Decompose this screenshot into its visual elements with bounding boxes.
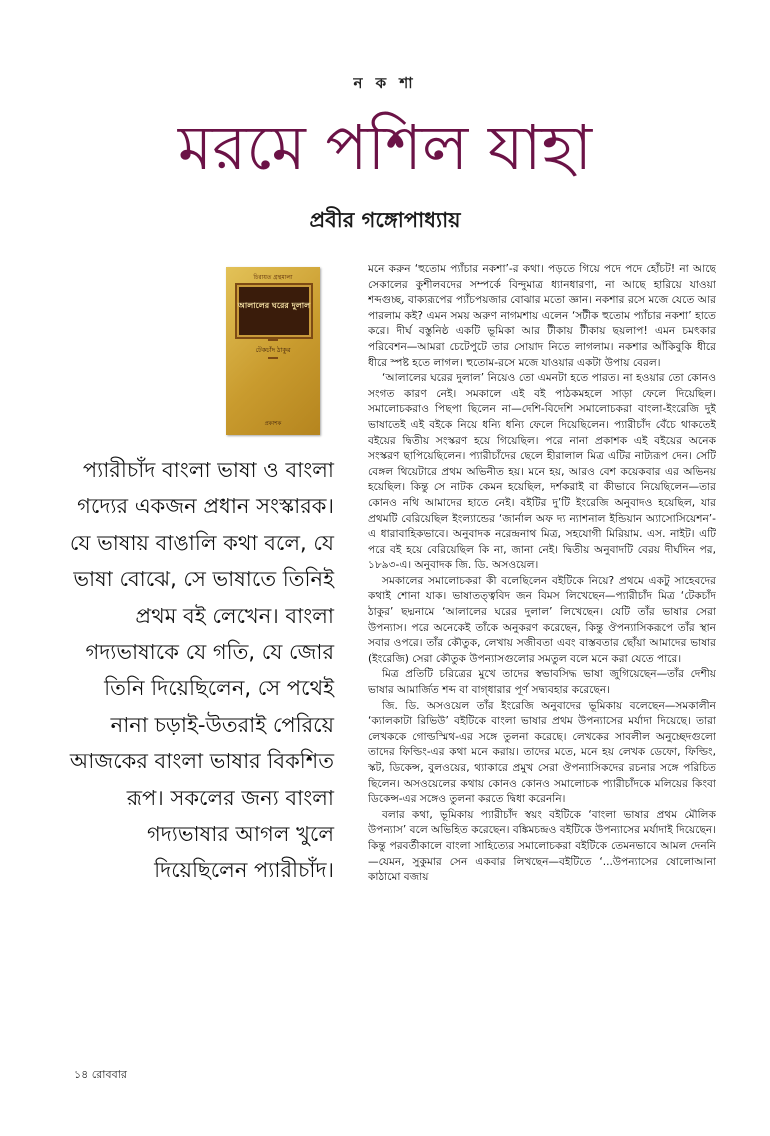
paragraph: বলার কথা, ভূমিকায় প্যারীচাঁদ স্বয়ং বইটিকে ‘বাংলা ভাষার প্রথম মৌলিক উপন্যাস’ বলে অভিহিত করেছেন। বঙ্কিমচন্দ্রও বইটিকে উপন্যাসের মর্যাদাই দিয়েছেন। কিন্তু পরবর্তীকালে বাংলা সাহিত্যের সমালোচকরা বইটিকে তেমনভাবে আমল দেননি—যেমন, সুকুমার সেন একবার লিখছেন—বইটিতে ‘...উপন্যাসের ষোলোআনা কাঠামো বজায় <box>368 808 716 884</box>
article-body <box>368 262 716 1062</box>
book-series: চিরায়ত গ্রন্থমালা <box>253 274 293 281</box>
paragraph: সমকালের সমালোচকরা কী বলেছিলেন বইটিকে নিয়ে? প্রথমে একটু সাহেবদের কথাই শোনা যাক। ভাষাতত্ত্ববিদ জন বিমস লিখেছেন—প্যারীচাঁদ মিত্র ‘টেকচাঁদ ঠাকুর’ ছদ্মনামে ‘আলালের ঘরের দুলাল’ লিখেছেন। যেটি তাঁর ভাষার সেরা উপন্যাস। পরে অনেকেই তাঁকে অনুকরণ করেছেন, কিন্তু ঔপন্যাসিকরূপে তাঁর স্থান সবার ওপরে। তাঁর কৌতুক, লেখায় সজীবতা এবং বাস্তবতার ছোঁয়া আমাদের ভাষার (ইংরেজি) সেরা কৌতুক উপন্যাসগুলোর সমতুল বলে মনে করা যেতে পারে। <box>368 574 716 665</box>
book-title-frame <box>235 283 313 339</box>
page-folio: ১৪ রোববার <box>74 1068 127 1081</box>
paragraph: মনে করুন ‘হুতোম প্যাঁচার নকশা’-র কথা। পড়তে গিয়ে পদে পদে হোঁচট! না আছে সেকালের কুশীলবদের সম্পর্কে বিন্দুমাত্র ধ্যানধারণা, না আছে হারিয়ে যাওয়া শব্দগুচ্ছ, বাক্যরূপের প্যাঁচপয়জার বোঝার মতো জ্ঞান। নকশার রসে মজে যেতে আর পারলাম কই? এমন সময় অরুণ নাগমশায় এলেন ‘সটীক হুতোম প্যাঁচার নকশা’ হাতে করে। দীর্ঘ বস্তুনিষ্ঠ একটি ভূমিকা আর টীকায় টীকায় ছয়লাপ! এমন চমৎকার পরিবেশন—আমরা চেটেপুটে তার সোয়াদ নিতে লাগলাম। নকশার আঁকিবুকি ধীরে ধীরে স্পষ্ট হতে লাগল। হুতোম-রসে মজে যাওয়ার একটা উপায় বেরল। <box>368 263 716 369</box>
paragraph: জি. ডি. অসওয়েল তাঁর ইংরেজি অনুবাদের ভূমিকায় বলেছেন—সমকালীন ‘ক্যালকাটা রিভিউ’ বইটিকে বাংলা ভাষার প্রথম উপন্যাসের মর্যাদা দিয়েছে। তারা লেখককে গোল্ডস্মিথ-এর সঙ্গে তুলনা করেছে। লেখকের সাবলীল অনুচ্ছেদগুলো তাদের ফিল্ডিং-এর কথা মনে করায়। তাদের মতে, মনে হয় লেখক ডেফো, ফিল্ডিং, স্কট, ডিকেন্স, বুলওয়ের, থ্যাকারে প্রমুখ সেরা ঔপন্যাসিকদের রচনার সঙ্গে পরিচিত ছিলেন। অসওয়েলের কথায় কোনও কোনও সমালোচক প্যারীচাঁদকে মলিয়ের কিংবা ডিকেন্স-এর সঙ্গেও তুলনা করতে দ্বিধা করেননি। <box>368 699 716 806</box>
pull-quote: প্যারীচাঁদ বাংলা ভাষা ও বাংলা গদ্যের একজন প্রধান সংস্কারক। যে ভাষায় বাঙালি কথা বলে, যে ভাষা বোঝে, সে ভাষাতে তিনিই প্রথম বই লেখেন। বাংলা গদ্যভাষাকে যে গতি, যে জোর তিনি দিয়েছিলেন, সে পথেই নানা চড়াই-উতরাই পেরিয়ে আজকের বাংলা ভাষার বিকশিত রূপ। সকলের জন্য বাংলা গদ্যভাষার আগল খুলে দিয়েছিলেন প্যারীচাঁদ। <box>69 458 334 883</box>
paragraph: ‘আলালের ঘরের দুলাল’ নিয়েও তো এমনটা হতে পারত। না হওয়ার তো কোনও সংগত কারণ নেই। সমকালে এই বই পাঠকমহলে সাড়া ফেলে দিয়েছিল। সমালোচকরাও পিছপা ছিলেন না—দেশি-বিদেশি সমালোচকরা বাংলা-ইংরেজি দুই ভাষাতেই এই বইকে নিয়ে ধন্যি ধন্যি ফেলে দিয়েছিলেন। প্যারীচাঁদ বেঁচে থাকতেই বইয়ের দ্বিতীয় সংস্করণ হয়ে গিয়েছিল। পরে নানা প্রকাশক এই বইয়ের অনেক সংস্করণ ছাপিয়েছিলেন। প্যারীচাঁদের ছেলে হীরালাল মিত্র এটির নাট্যরূপ দেন। সেটি বেঙ্গল থিয়েটারে প্রথম অভিনীত হয়। মনে হয়, আরও বেশ কয়েকবার এর অভিনয় হয়েছিল। কিন্তু সে নাটক কেমন হয়েছিল, দর্শকরাই বা কীভাবে নিয়েছিলেন—তার কোনও নথি আমাদের হাতে নেই। বইটির দু’টি ইংরেজি অনুবাদও হয়েছিল, যার প্রথমটি বেরিয়েছিল ইংল্যান্ডের ‘জার্নাল অফ দ্য ন্যাশনাল ইন্ডিয়ান অ্যাসোসিয়েশন’-এ ধারাবাহিকভাবে। অনুবাদক নরেন্দ্রনাথ মিত্র, সহযোগী মিরিয়াম. এস. নাইট। এটি পরে বই হয়ে বেরিয়েছিল কি না, জানা নেই। দ্বিতীয় অনুবাদটি বেরয় দীর্ঘদিন পর, ১৮৯৩-এ। অনুবাদক জি. ডি. অসওয়েল। <box>368 372 716 572</box>
book-ornament <box>268 357 278 359</box>
section-kicker: ন ক শা <box>353 74 417 92</box>
author-byline: প্রবীর গঙ্গোপাধ্যায় <box>309 208 461 232</box>
book-author: টেকচাঁদ ঠাকুর <box>255 346 291 354</box>
article-title: মরমে পশিল যাহা <box>177 111 593 184</box>
book-ornament <box>268 339 278 341</box>
book-publisher: প্রকাশক <box>264 421 282 427</box>
paragraph: মিত্র প্রতিটি চরিত্রের মুখে তাদের স্বভাবসিদ্ধ ভাষা জুগিয়েছেন—তাঁর দেশীয় ভাষার আমার্জিত শব্দ বা বাগ্‌ধারার পূর্ণ সদ্ব্যবহার করেছেন। <box>368 668 716 697</box>
book-title: আলালের ঘরের দুলাল <box>237 301 311 310</box>
book-cover-image <box>226 267 320 435</box>
